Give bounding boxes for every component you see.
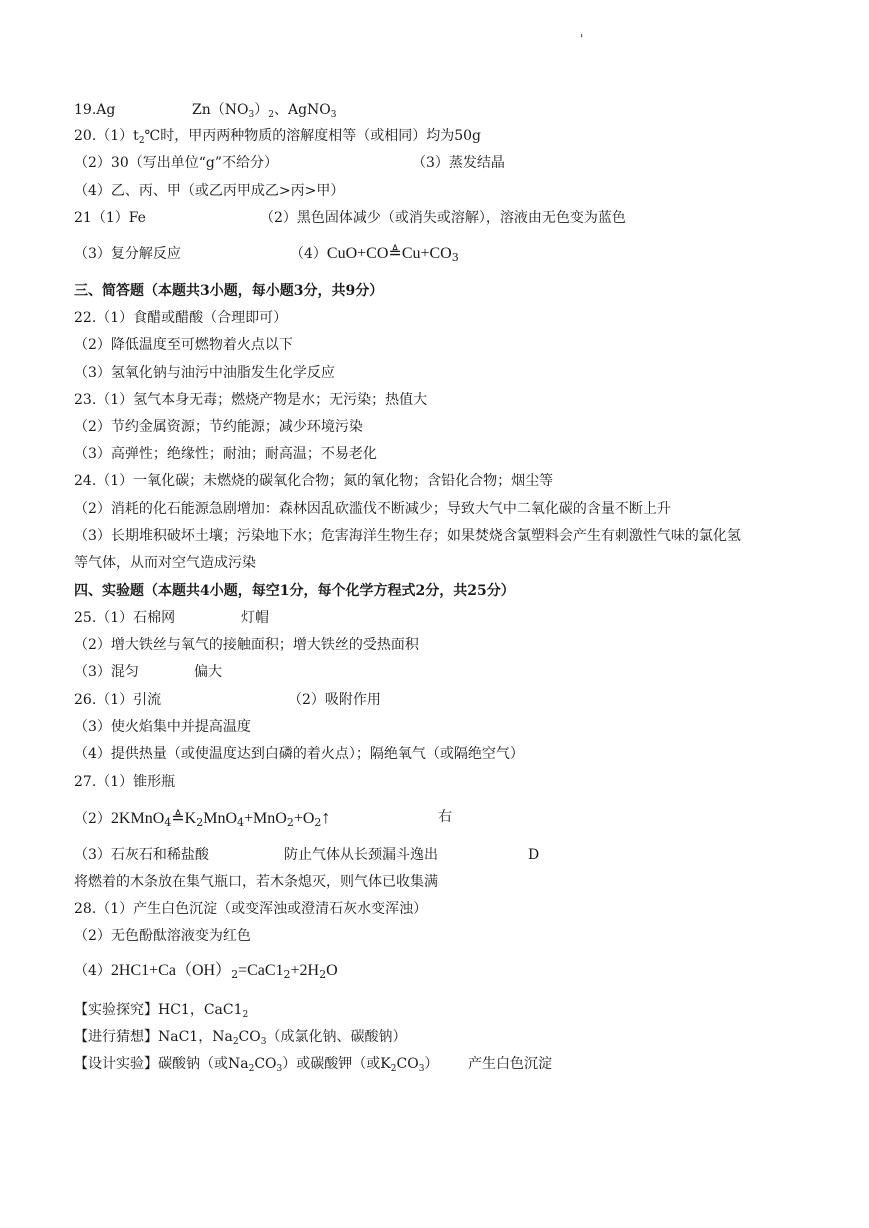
experiment-explore: 【实验探究】HC1，$CaC1_2$ xyxy=(74,1002,249,1020)
answer-22-1: 22.（1）食醋或醋酸（合理即可） xyxy=(74,310,288,326)
answer-25-1-b: 灯帽 xyxy=(241,610,269,626)
answer-24-2: （2）消耗的化石能源急剧增加：森林因乱砍滥伐不断减少；导致大气中二氧化碳的含量不断上升 xyxy=(74,501,671,517)
answer-26-3: （3）使火焰集中并提高温度 xyxy=(74,719,251,735)
answer-19-b: $Zn(NO_3)_2$、AgNO$_3$ xyxy=(192,102,337,120)
answer-28-2: （2）无色酚酞溶液变为红色 xyxy=(74,928,251,944)
experiment-design-a: 【设计实验】碳酸钠（或$Na_2CO_3$）或碳酸钾（或$K_2CO_3$） xyxy=(74,1056,439,1074)
answer-26-1 xyxy=(74,690,381,710)
answer-27-2-b: 右 xyxy=(438,809,452,825)
answer-25-3-a: （3）混匀 xyxy=(74,664,139,680)
answer-26-4: （4）提供热量（或使温度达到白磷的着火点）；隔绝氧气（或隔绝空气） xyxy=(74,746,524,762)
answer-25-3 xyxy=(74,662,222,682)
answer-21-1 xyxy=(74,208,626,228)
answer-22-2: （2）降低温度至可燃物着火点以下 xyxy=(74,337,293,353)
answer-20-3: （3）蒸发结晶 xyxy=(412,155,505,171)
answer-25-1-a: 25.（1）石棉网 xyxy=(74,610,176,626)
answer-28-4: $(4)2HC1+Ca(OH)_2=CaC1_2+2H_2O$ xyxy=(74,962,338,981)
answer-27-1: 27.（1）锥形瓶 xyxy=(74,774,176,790)
answer-20-2 xyxy=(74,153,505,173)
answer-25-1 xyxy=(74,608,269,628)
answer-21-3 xyxy=(74,244,459,264)
experiment-design-b: 产生白色沉淀 xyxy=(468,1056,552,1072)
answer-25-2: （2）增大铁丝与氧气的接触面积；增大铁丝的受热面积 xyxy=(74,637,419,653)
answer-27-2-equation: $(2)2KMnO_4≜K_2MnO_4+MnO_2+O_2↑$ xyxy=(74,807,331,829)
answer-19 xyxy=(74,100,337,120)
answer-26-2: （2）吸附作用 xyxy=(288,692,381,708)
answer-24-1: 24.（1）一氧化碳；未燃烧的碳氧化合物；氮的氧化物；含铅化合物；烟尘等 xyxy=(74,473,554,489)
answer-21-3-a: （3）复分解反应 xyxy=(74,246,181,262)
answer-20-2-a: （2）30（写出单位“g”不给分） xyxy=(74,155,278,171)
answer-28-1: 28.（1）产生白色沉淀（或变浑浊或澄清石灰水变浑浊） xyxy=(74,901,428,917)
answer-20-1: $20.(1)t_2℃$时，甲丙两种物质的溶解度相等（或相同）均为50g xyxy=(74,128,481,146)
answer-23-1: 23.（1）氢气本身无毒；燃烧产物是水；无污染；热值大 xyxy=(74,392,428,408)
answer-21-2: （2）黑色固体减少（或消失或溶解），溶液由无色变为蓝色 xyxy=(260,210,626,226)
answer-27-3-b: 防止气体从长颈漏斗逸出 xyxy=(284,847,438,863)
section-3-heading: 三、简答题（本题共3小题，每小题3分，共9分） xyxy=(74,283,384,299)
answer-27-3-a: （3）石灰石和稀盐酸 xyxy=(74,847,209,863)
page-mark: ' xyxy=(580,32,584,46)
answer-21-4: $(4)CuO+CO≜Cu+CO_3$ xyxy=(290,245,459,264)
answer-24-4: 等气体，从而对空气造成污染 xyxy=(74,555,256,571)
experiment-design xyxy=(74,1054,552,1074)
answer-23-2: （2）节约金属资源；节约能源；减少环境污染 xyxy=(74,419,363,435)
answer-23-3: （3）高弹性；绝缘性；耐油；耐高温；不易老化 xyxy=(74,446,377,462)
answer-22-3: （3）氢氧化钠与油污中油脂发生化学反应 xyxy=(74,365,335,381)
answer-24-3: （3）长期堆积破坏土壤；污染地下水；危害海洋生物生存；如果焚烧含氯塑料会产生有刺激性气味的氯化氢 xyxy=(74,528,741,544)
answer-19-a: 19.Ag xyxy=(74,102,116,118)
answer-27-3 xyxy=(74,845,540,865)
answer-26-1-a: 26.（1）引流 xyxy=(74,692,162,708)
answer-27-4: 将燃着的木条放在集气瓶口，若木条熄灭，则气体已收集满 xyxy=(74,874,438,890)
answer-21-1-a: 21（1）Fe xyxy=(74,210,146,226)
answer-27-2 xyxy=(74,807,452,829)
answer-20-4: （4）乙、丙、甲（或乙丙甲成乙>丙>甲） xyxy=(74,183,345,199)
experiment-guess: 【进行猜想】NaC1，$Na_2CO_3$（成氯化钠、碳酸钠） xyxy=(74,1029,407,1047)
answer-27-3-c: D xyxy=(528,847,540,863)
section-4-heading: 四、实验题（本题共4小题，每空1分，每个化学方程式2分，共25分） xyxy=(74,583,515,599)
answer-25-3-b: 偏大 xyxy=(194,664,222,680)
